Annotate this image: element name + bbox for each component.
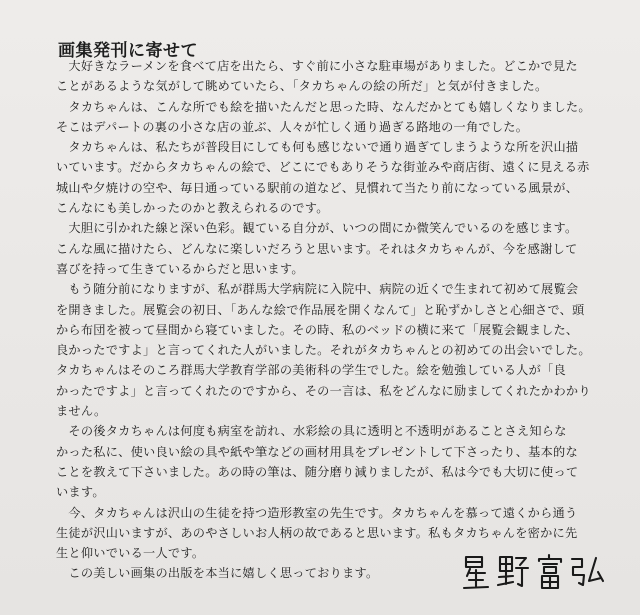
- text-line: かったですよ」と言ってくれたのですから、その一言は、私をどんなに励ましてくれたかわかり: [56, 383, 591, 398]
- text-line: こんなにも美しかったのかと教えられるのです。: [56, 201, 329, 216]
- text-line: を開きました。展覧会の初日、「あんな絵で作品展を開くなんて」と恥ずかしさと心細さで、頭: [56, 302, 585, 317]
- text-line: ことがあるような気がして眺めていたら、「タカちゃんの絵の所だ」と気が付きました。: [56, 79, 548, 94]
- text-line: います。: [56, 485, 105, 500]
- text-line: 良かったですよ」と言ってくれた人がいました。それがタカちゃんとの初めての出会いでした。: [56, 343, 591, 358]
- text-line: 大胆に引かれた線と深い色彩。観ている自分が、いつの間にか微笑んでいるのを感じます。: [56, 221, 578, 236]
- text-line: 生徒が沢山いますが、あのやさしいお人柄の故であると思います。私もタカちゃんを密かに先: [56, 525, 578, 540]
- text-line: もう随分前になりますが、私が群馬大学病院に入院中、病院の近くで生まれて初めて展覧会: [56, 282, 579, 297]
- handwritten-signature: [460, 552, 610, 594]
- text-line: こんな風に描けたら、どんなに楽しいだろうと思います。それはタカちゃんが、今を感謝して: [56, 241, 578, 256]
- text-line: この美しい画集の出版を本当に嬉しく思っております。: [56, 566, 379, 581]
- text-line: タカちゃんは、こんな所でも絵を描いたんだと思った時、なんだかとても嬉しくなりました。: [56, 99, 591, 114]
- text-line: から布団を被って昼間から寝ていました。その時、私のベッドの横に来て「展覧会観ました、: [56, 322, 579, 337]
- text-line: 今、タカちゃんは沢山の生徒を持つ造形教室の先生です。タカちゃんを慕って遠くから通う: [56, 505, 578, 520]
- essay-body: [56, 56, 616, 584]
- text-line: 喜びを持って生きているからだと思います。: [56, 261, 304, 276]
- text-line: いています。だからタカちゃんの絵で、どこにでもありそうな街並みや商店街、遠くに見える赤: [56, 160, 590, 175]
- text-line: その後タカちゃんは何度も病室を訪れ、水彩絵の具に透明と不透明があることさえ知らな: [56, 424, 567, 439]
- page-title: 画集発刊に寄せて: [58, 41, 198, 61]
- text-line: 生と仰いでいる一人です。: [56, 546, 205, 561]
- text-line: ことを教えて下さいました。あの時の筆は、随分磨り減りましたが、私は今でも大切に使って: [56, 464, 579, 479]
- text-line: タカちゃんはそのころ群馬大学教育学部の美術科の学生でした。絵を勉強している人が「良: [56, 363, 566, 378]
- text-line: そこはデパートの裏の小さな店の並ぶ、人々が忙しく通り過ぎる路地の一角でした。: [56, 119, 529, 134]
- text-line: ません。: [56, 404, 107, 419]
- text-line: 大好きなラーメンを食べて店を出たら、すぐ前に小さな駐車場がありました。どこかで見た: [56, 59, 578, 73]
- text-line: タカちゃんは、私たちが普段目にしても何も感じないで通り過ぎてしまうような所を沢山描: [56, 140, 579, 155]
- text-line: かった私に、使い良い絵の具や紙や筆などの画材用具をプレゼントして下さったり、基本的な: [56, 444, 578, 459]
- text-line: 城山や夕焼けの空や、毎日通っている駅前の道など、見慣れて当たり前になっている風景が、: [56, 180, 579, 195]
